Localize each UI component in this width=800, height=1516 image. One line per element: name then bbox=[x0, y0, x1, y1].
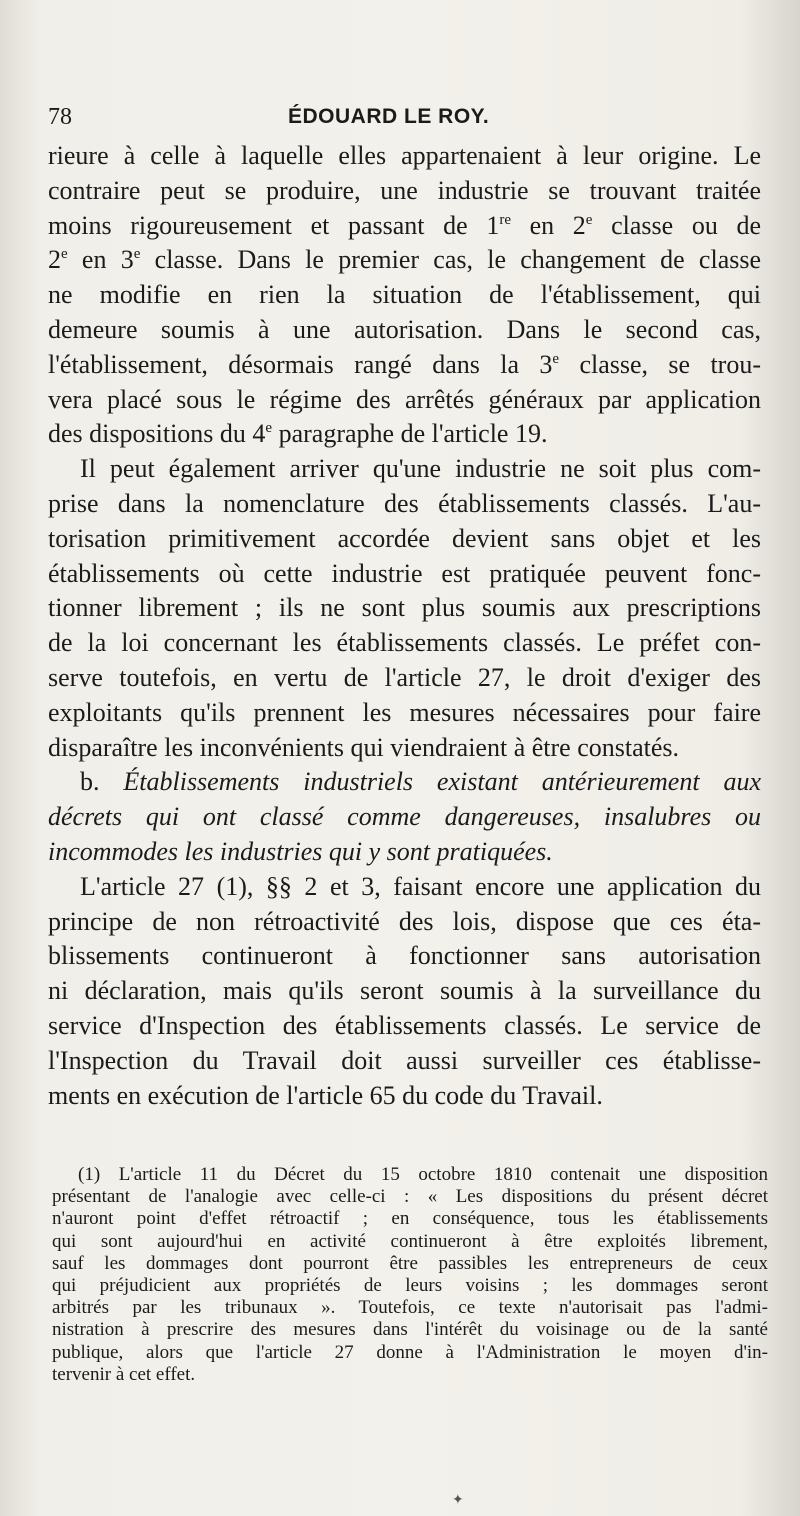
text-line: torisation primitivement accordée devient sans objet et les bbox=[48, 523, 761, 553]
footnote-line: qui préjudicient aux propriétés de leurs voisins ; les dommages seront bbox=[52, 1275, 768, 1297]
text-line: exploitants qu'ils prennent les mesures nécessaires pour faire bbox=[48, 697, 761, 727]
footnote-line: n'auront point d'effet rétroactif ; en conséquence, tous les établissements bbox=[52, 1208, 768, 1230]
text-segment: moins rigoureusement et passant de 1 bbox=[48, 210, 500, 240]
section-title: Établissements industriels existant antérieurement aux bbox=[123, 767, 761, 797]
text-line bbox=[48, 243, 761, 278]
footnote-line: tervenir à cet effet. bbox=[52, 1363, 196, 1385]
body-text bbox=[48, 139, 761, 1113]
text-segment: classe. Dans le premier cas, le changement de classe bbox=[140, 245, 762, 275]
text-line: blissements continueront à fonctionner sans autorisation bbox=[48, 941, 761, 971]
text-line: service d'Inspection des établissements classés. Le service de bbox=[48, 1010, 761, 1040]
footnote-line: qui sont aujourd'hui en activité continueront à être exploités librement, bbox=[52, 1230, 768, 1252]
superscript: e bbox=[61, 246, 68, 263]
section-heading-line: incommodes les industries qui y sont pratiquées. bbox=[48, 836, 553, 866]
text-line bbox=[48, 348, 761, 383]
superscript: e bbox=[552, 350, 560, 367]
text-line: Il peut également arriver qu'une industrie ne soit plus com- bbox=[80, 454, 761, 484]
text-segment: paragraphe de l'article 19. bbox=[272, 419, 548, 449]
footnote-line: publique, alors que l'article 27 donne à l'Administration le moyen d'in- bbox=[52, 1341, 768, 1363]
text-line: ments en exécution de l'article 65 du code du Travail. bbox=[48, 1080, 603, 1110]
text-line: demeure soumis à une autorisation. Dans le second cas, bbox=[48, 314, 761, 344]
section-heading bbox=[48, 765, 761, 800]
text-segment: l'établissement, désormais rangé dans la 3 bbox=[48, 349, 553, 379]
section-heading-line: décrets qui ont classé comme dangereuses, insalubres ou bbox=[48, 802, 761, 832]
superscript: e bbox=[585, 211, 593, 228]
text-line: contraire peut se produire, une industrie se trouvant traitée bbox=[48, 175, 761, 205]
text-line: principe de non rétroactivité des lois, dispose que ces éta- bbox=[48, 906, 761, 936]
running-head: ÉDOUARD LE ROY. bbox=[288, 105, 490, 128]
text-segment: en 3 bbox=[67, 245, 134, 275]
footnote-line: (1) L'article 11 du Décret du 15 octobre 1810 contenait une disposition bbox=[78, 1164, 768, 1185]
printer-ornament-icon: ✦ bbox=[452, 1493, 464, 1508]
footnote bbox=[52, 1164, 768, 1386]
page-header bbox=[48, 100, 748, 134]
text-line bbox=[48, 417, 761, 452]
footnote-line: arbitrés par les tribunaux ». Toutefois, ce texte n'autorisait pas l'admi- bbox=[52, 1297, 768, 1319]
text-segment: classe ou de bbox=[592, 210, 761, 240]
text-line: de la loi concernant les établissements classés. Le préfet con- bbox=[48, 628, 761, 658]
text-segment: des dispositions du 4 bbox=[48, 419, 266, 449]
text-line: vera placé sous le régime des arrêtés généraux par application bbox=[48, 384, 761, 414]
text-segment: 2 bbox=[48, 245, 61, 275]
text-line: disparaître les inconvénients qui viendraient à être constatés. bbox=[48, 732, 679, 762]
superscript: e bbox=[265, 420, 273, 437]
text-line: ni déclaration, mais qu'ils seront soumis à la surveillance du bbox=[48, 976, 761, 1006]
superscript: e bbox=[133, 246, 141, 263]
text-line: établissements où cette industrie est pratiquée peuvent fonc- bbox=[48, 558, 761, 588]
footnote-line: présentant de l'analogie avec celle-ci : « Les dispositions du présent décret bbox=[52, 1186, 768, 1208]
text-segment: en 2 bbox=[510, 210, 586, 240]
text-line bbox=[48, 209, 761, 244]
text-line: L'article 27 (1), §§ 2 et 3, faisant encore une application du bbox=[80, 871, 761, 901]
text-segment: classe, se trou- bbox=[559, 349, 761, 379]
text-line: prise dans la nomenclature des établissements classés. L'au- bbox=[48, 488, 761, 518]
text-line: l'Inspection du Travail doit aussi surveiller ces établisse- bbox=[48, 1045, 761, 1075]
section-letter: b. bbox=[80, 767, 124, 797]
text-line: tionner librement ; ils ne sont plus soumis aux prescriptions bbox=[48, 593, 761, 623]
page-number: 78 bbox=[48, 104, 72, 130]
footnote-line: nistration à prescrire des mesures dans l'intérêt du voisinage ou de la santé bbox=[52, 1319, 768, 1341]
text-line: rieure à celle à laquelle elles appartenaient à leur origine. Le bbox=[48, 141, 761, 170]
text-line: ne modifie en rien la situation de l'établissement, qui bbox=[48, 280, 761, 310]
footnote-line: sauf les dommages dont pourront être passibles les entrepreneurs de ceux bbox=[52, 1252, 768, 1274]
text-line: serve toutefois, en vertu de l'article 27, le droit d'exiger des bbox=[48, 662, 761, 692]
superscript: re bbox=[499, 211, 511, 228]
